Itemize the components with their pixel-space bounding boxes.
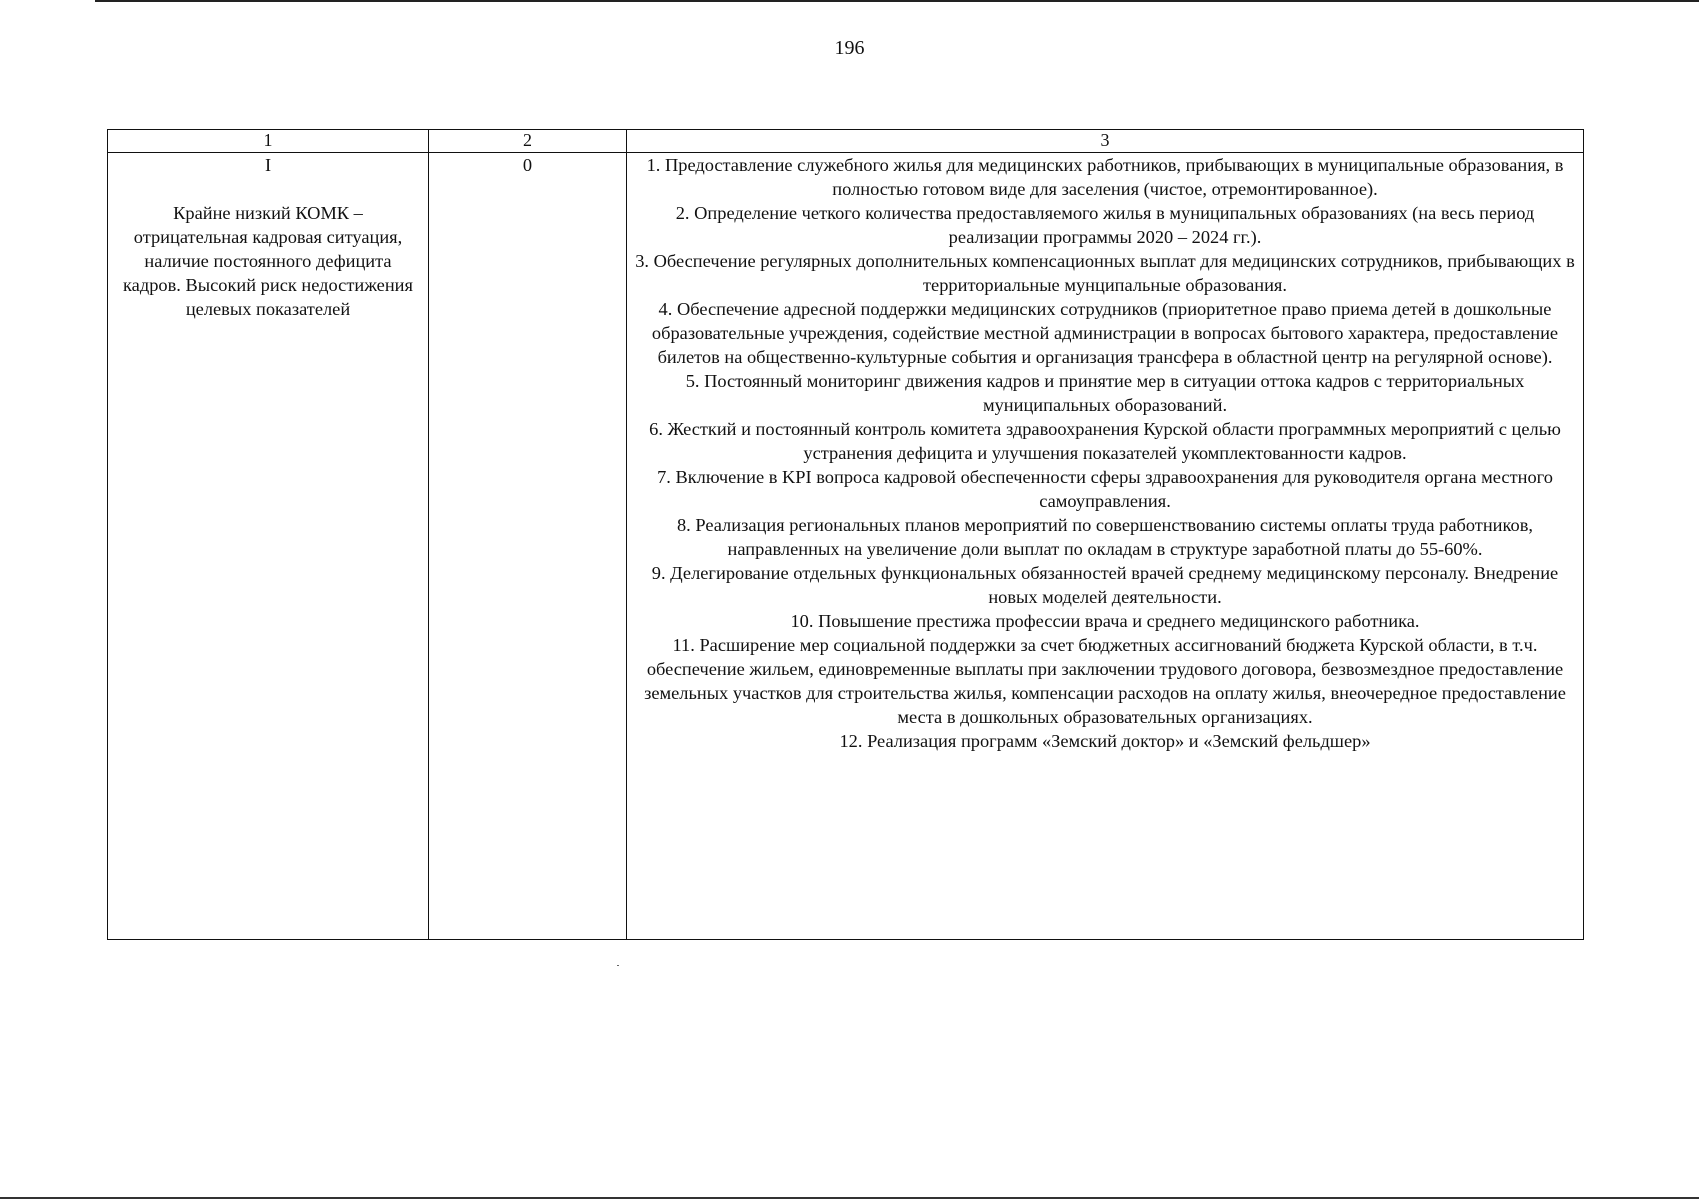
score-cell xyxy=(429,153,627,940)
column-header-2: 2 xyxy=(429,130,627,153)
measure-item: 11. Расширение мер социальной поддержки за счет бюджетных ассигнований бюджета Курской области, в т.ч. обеспечение жильем, единовременные выплаты при заключении трудового договора, безвозмездное предоставление земельных участков для строительства жилья, компенсации расходов на оплату жилья, внеочередное предоставление места в дошкольных образовательных организациях. xyxy=(644,635,1566,727)
measure-item: 9. Делегирование отдельных функциональных обязанностей врачей среднему медицинскому персоналу. Внедрение новых моделей деятельности. xyxy=(651,563,1559,607)
measure-item: 1. Предоставление служебного жилья для медицинских работников, прибывающих в муниципальные образования, в полностью готовом виде для заселения (чистое, отремонтированное). xyxy=(646,155,1564,199)
column-header-1: 1 xyxy=(108,130,429,153)
measures-cell xyxy=(627,153,1584,940)
measure-item: 3. Обеспечение регулярных дополнительных компенсационных выплат для медицинских сотрудников, прибывающих в территориальные мунципальные образования. xyxy=(635,251,1575,295)
scan-top-border xyxy=(95,0,1699,2)
measures-table xyxy=(107,129,1584,940)
measure-item: 5. Постоянный мониторинг движения кадров и принятие мер в ситуации оттока кадров с территориальных муниципальных оборазований. xyxy=(685,371,1525,415)
measure-item: 6. Жесткий и постоянный контроль комитета здравоохранения Курской области программных мероприятий с целью устранения дефицита и улучшения показателей укомплектованности кадров. xyxy=(649,419,1561,463)
level-description: Крайне низкий КОМК – отрицательная кадровая ситуация, наличие постоянного дефицита кадров. Высокий риск недостижения целевых показателей xyxy=(123,203,413,319)
level-cell xyxy=(108,153,429,940)
measure-item: 4. Обеспечение адресной поддержки медицинских сотрудников (приоритетное право приема детей в дошкольные образовательные учреждения, содействие местной администрации в вопросах бытового характера, предоставление билетов на общественно-культурные события и организация трансфера в областной центр на регулярной основе). xyxy=(651,299,1559,367)
table-row xyxy=(108,153,1584,940)
page-number: 196 xyxy=(834,37,865,59)
score-value: 0 xyxy=(522,155,533,175)
column-header-3: 3 xyxy=(627,130,1584,153)
scan-speck xyxy=(617,965,619,966)
measure-item: 8. Реализация региональных планов мероприятий по совершенствованию системы оплаты труда работников, направленных на увеличение доли выплат по окладам в структуре заработной платы до 55-60%. xyxy=(676,515,1534,559)
level-number: I xyxy=(264,155,272,175)
measure-item: 7. Включение в KPI вопроса кадровой обеспеченности сферы здравоохранения для руководителя органа местного самоуправления. xyxy=(657,467,1553,511)
table-header-row xyxy=(108,130,1584,153)
measure-item: 12. Реализация программ «Земский доктор» и «Земский фельдшер» xyxy=(839,731,1371,751)
measure-item: 10. Повышение престижа профессии врача и среднего медицинского работника. xyxy=(790,611,1420,631)
scan-bottom-border xyxy=(0,1197,1699,1199)
measure-item: 2. Определение четкого количества предоставляемого жилья в муниципальных образованиях (на весь период реализации программы 2020 – 2024 гг.). xyxy=(675,203,1535,247)
